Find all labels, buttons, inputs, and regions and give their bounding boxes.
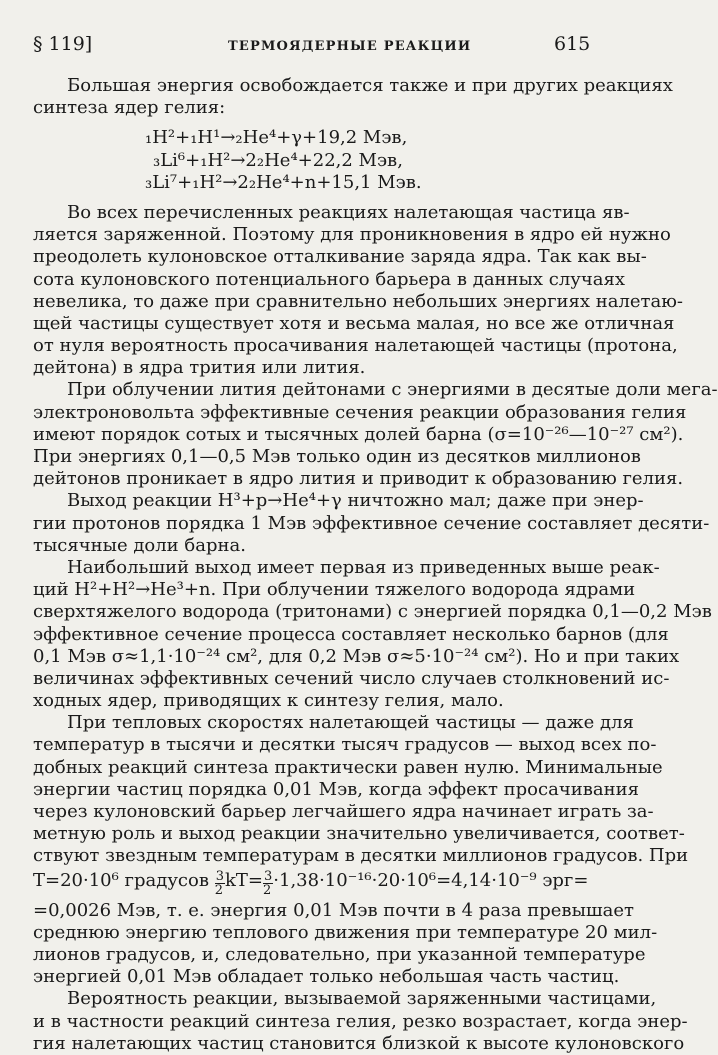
page-number: 615 [554, 33, 591, 55]
running-title: ТЕРМОЯДЕРНЫЕ РЕАКЦИИ [228, 39, 472, 54]
text-line: При облучении лития дейтонами с энергиями в десятые доли мега- [67, 379, 718, 401]
text-line: сота кулоновского потенциального барьера в данных случаях [33, 268, 625, 290]
formula-lhs: T=20·10⁶ градусов [33, 869, 209, 891]
text-line: величинах эффективных сечений число случаев столкновений ис- [33, 667, 670, 689]
text-line: Вероятность реакции, вызываемой заряженными частицами, [67, 988, 657, 1010]
text-line: ходных ядер, приводящих к синтезу гелия, мало. [33, 690, 504, 712]
equation: ₃Li⁷+₁H²→2₂He⁴+n+15,1 Мэв. [145, 171, 422, 193]
text-line: Выход реакции H³+p→He⁴+γ ничтожно мал; даже при энер- [67, 490, 644, 512]
text-line: дейтонов проникает в ядро лития и приводит к образованию гелия. [33, 468, 684, 490]
fraction-denominator: 2 [262, 882, 272, 898]
fraction-numerator: 3 [263, 868, 273, 884]
text-line: 0,1 Мэв σ≈1,1·10⁻²⁴ см², для 0,2 Мэв σ≈5·10⁻²⁴ см²). Но и при таких [33, 645, 680, 667]
text-line: от нуля вероятность просачивания налетающей частицы (протона, [33, 335, 678, 357]
text-line: ляется заряженной. Поэтому для проникновения в ядро ей нужно [33, 224, 671, 246]
page-body [33, 75, 718, 1055]
text-line: Во всех перечисленных реакциях налетающая частица яв- [67, 201, 630, 223]
text-line: среднюю энергию теплового движения при температуре 20 мил- [33, 921, 658, 943]
text-line: преодолеть кулоновское отталкивание заряда ядра. Так как вы- [33, 246, 647, 268]
fraction [215, 870, 225, 897]
text-line: При энергиях 0,1—0,5 Мэв только один из десятков миллионов [33, 446, 641, 467]
text-line: и в частности реакций синтеза гелия, резко возрастает, когда энер- [33, 1010, 688, 1032]
text-line: дейтона) в ядра трития или лития. [33, 357, 366, 379]
text-line: Наибольший выход имеет первая из приведенных выше реак- [67, 556, 660, 578]
text-line: гия налетающих частиц становится близкой к высоте кулоновского [33, 1032, 685, 1054]
text-line: При тепловых скоростях налетающей частицы — даже для [67, 712, 634, 734]
fraction-denominator: 2 [214, 882, 223, 898]
text-line: имеют порядок сотых и тысячных долей барна (σ=10⁻²⁶—10⁻²⁷ см²). [33, 423, 684, 445]
equation: ₃Li⁶+₁H²→2₂He⁴+22,2 Мэв, [153, 149, 403, 171]
text-line: ствуют звездным температурам в десятки миллионов градусов. При [33, 845, 689, 867]
text-line: тысячные доли барна. [33, 534, 246, 556]
equation: ₁H²+₁H¹→₂He⁴+γ+19,2 Мэв, [145, 127, 408, 149]
text-line: =0,0026 Мэв, т. е. энергия 0,01 Мэв почти в 4 раза превышает [33, 899, 634, 921]
text-line: электроновольта эффективные сечения реакции образования гелия [33, 401, 687, 423]
text-line: добных реакций синтеза практически равен нулю. Минимальные [33, 756, 663, 778]
text-line: Большая энергия освобождается также и при других реакциях [67, 75, 673, 96]
reaction-equations [145, 127, 597, 194]
text-line: энергии частиц порядка 0,01 Мэв, когда эффект просачивания [33, 778, 639, 800]
section-number: § 119] [33, 33, 93, 55]
text-line: ций H²+H²→He³+n. При облучении тяжелого водорода ядрами [33, 579, 636, 601]
text-line: эффективное сечение процесса составляет несколько барнов (для [33, 623, 669, 645]
formula-rhs: ·1,38·10⁻¹⁶·20·10⁶=4,14·10⁻⁹ эрг= [273, 869, 589, 891]
text-line: лионов градусов, и, следовательно, при указанной температуре [33, 943, 646, 965]
text-line: синтеза ядер гелия: [33, 97, 226, 119]
fraction [263, 870, 273, 897]
text-line: гии протонов порядка 1 Мэв эффективное сечение составляет десяти- [33, 512, 710, 534]
text-line: щей частицы существует хотя и весьма малая, но все же отличная [33, 312, 675, 334]
fraction-numerator: 3 [215, 868, 224, 884]
text-line: через кулоновский барьер легчайшего ядра начинает играть за- [33, 801, 654, 822]
text-line: метную роль и выход реакции значительно увеличивается, соответ- [33, 823, 685, 845]
text-line: сверхтяжелого водорода (тритонами) с энергией порядка 0,1—0,2 Мэв [33, 601, 712, 623]
temperature-formula [33, 868, 597, 900]
text-line: невелика, то даже при сравнительно небольших энергиях налетаю- [33, 290, 683, 312]
formula-mid: kT= [224, 869, 263, 891]
text-line: температур в тысячи и десятки тысяч градусов — выход всех по- [33, 734, 657, 756]
text-line: энергией 0,01 Мэв обладает только небольшая часть частиц. [33, 966, 620, 988]
